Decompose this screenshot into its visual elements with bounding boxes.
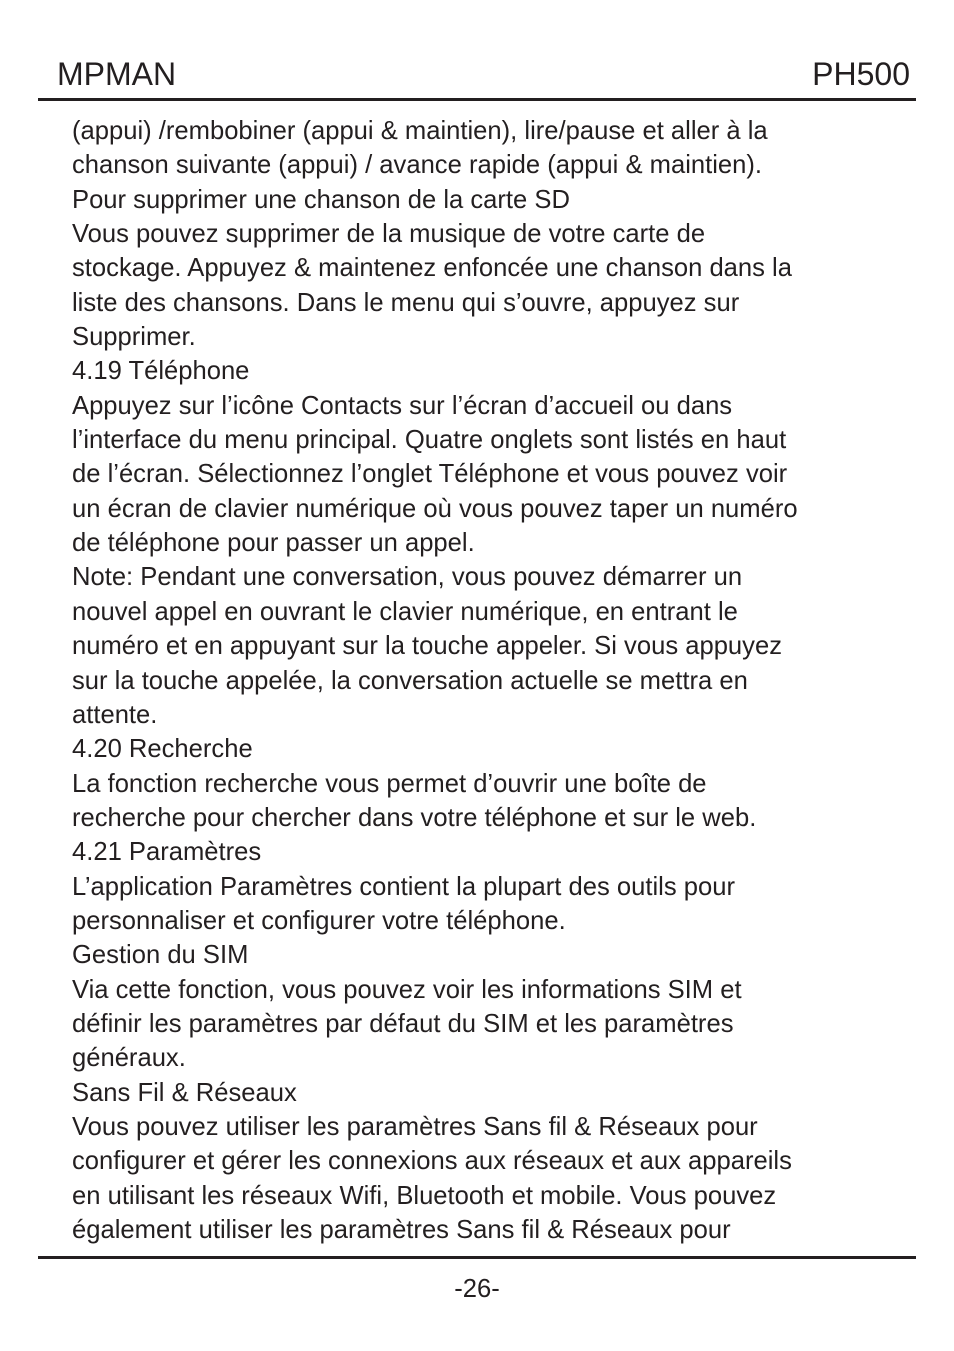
text-line: chanson suivante (appui) / avance rapide (appui & maintien). <box>72 151 763 180</box>
text-line: Appuyez sur l’icône Contacts sur l’écran d’accueil ou dans <box>72 391 733 420</box>
text-line: Vous pouvez utiliser les paramètres Sans fil & Réseaux pour <box>72 1112 758 1141</box>
header-rule <box>38 98 916 101</box>
text-line: un écran de clavier numérique où vous pouvez taper un numéro <box>72 494 798 523</box>
model-name: PH500 <box>812 56 910 92</box>
text-line: Pour supprimer une chanson de la carte SD <box>72 185 570 214</box>
text-line: de téléphone pour passer un appel. <box>72 529 475 558</box>
text-line: L’application Paramètres contient la plupart des outils pour <box>72 872 735 901</box>
text-line: (appui) /rembobiner (appui & maintien), lire/pause et aller à la <box>72 117 768 145</box>
text-line: configurer et gérer les connexions aux réseaux et aux appareils <box>72 1147 792 1176</box>
text-line: Note: Pendant une conversation, vous pouvez démarrer un <box>72 563 743 592</box>
text-line: numéro et en appuyant sur la touche appeler. Si vous appuyez <box>72 632 782 661</box>
text-line: également utiliser les paramètres Sans fil & Réseaux pour <box>72 1216 731 1244</box>
body-text <box>72 114 892 1247</box>
text-line: La fonction recherche vous permet d’ouvrir une boîte de <box>72 769 707 798</box>
text-line: personnaliser et configurer votre téléphone. <box>72 906 566 935</box>
text-line: recherche pour chercher dans votre téléphone et sur le web. <box>72 803 757 832</box>
text-line: Gestion du SIM <box>72 941 249 970</box>
text-line: de l’écran. Sélectionnez l’onglet Téléphone et vous pouvez voir <box>72 460 788 489</box>
text-line: Vous pouvez supprimer de la musique de votre carte de <box>72 220 706 249</box>
text-line: l’interface du menu principal. Quatre onglets sont listés en haut <box>72 426 787 455</box>
text-line: 4.20 Recherche <box>72 735 253 764</box>
text-line: Sans Fil & Réseaux <box>72 1078 297 1107</box>
text-line: 4.19 Téléphone <box>72 357 250 386</box>
footer-rule <box>38 1256 916 1259</box>
text-line: en utilisant les réseaux Wifi, Bluetooth et mobile. Vous pouvez <box>72 1181 777 1210</box>
text-line: 4.21 Paramètres <box>72 838 262 867</box>
brand-name: MPMAN <box>57 56 177 92</box>
text-line: Supprimer. <box>72 323 196 352</box>
page-header <box>57 50 910 94</box>
text-line: définir les paramètres par défaut du SIM et les paramètres <box>72 1009 734 1038</box>
text-line: attente. <box>72 700 158 729</box>
text-line: Via cette fonction, vous pouvez voir les informations SIM et <box>72 975 742 1004</box>
text-line: sur la touche appelée, la conversation actuelle se mettra en <box>72 666 748 695</box>
text-line: nouvel appel en ouvrant le clavier numérique, en entrant le <box>72 597 738 626</box>
text-line: généraux. <box>72 1044 186 1073</box>
page-number: -26- <box>454 1275 500 1303</box>
text-line: liste des chansons. Dans le menu qui s’ouvre, appuyez sur <box>72 288 740 317</box>
text-line: stockage. Appuyez & maintenez enfoncée une chanson dans la <box>72 254 792 283</box>
